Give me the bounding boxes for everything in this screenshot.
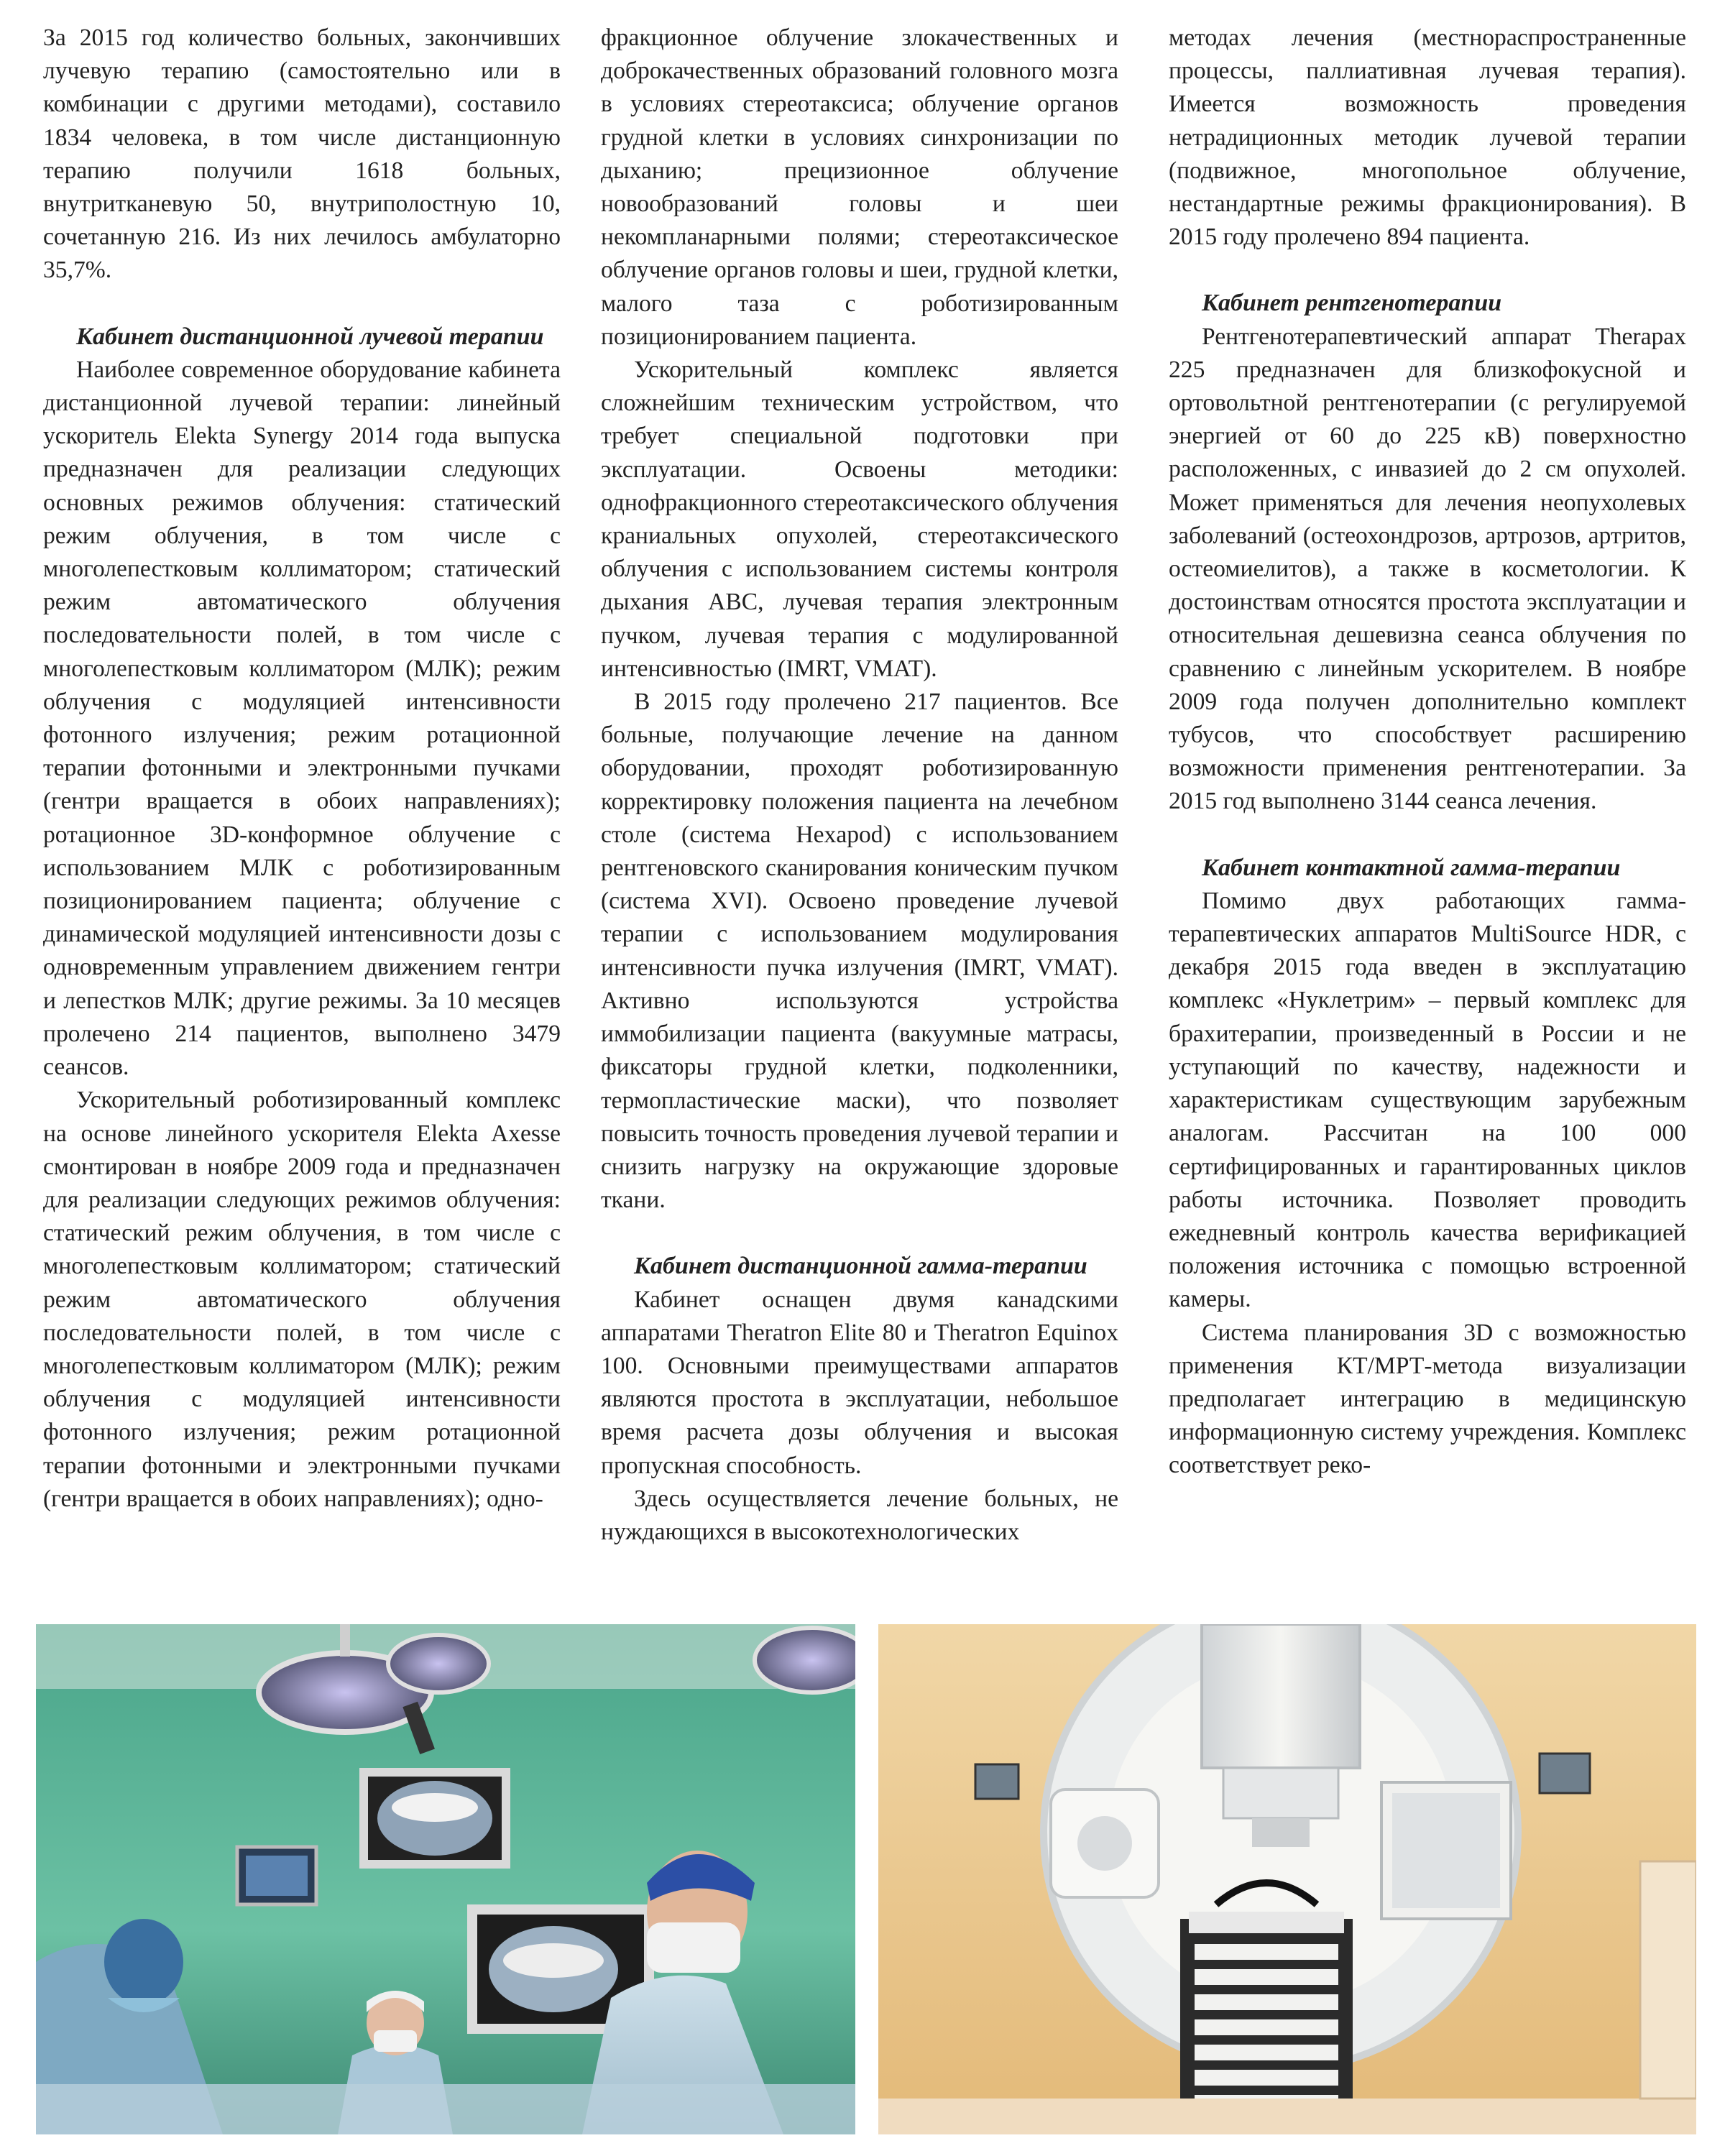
paragraph: Кабинет оснащен двумя канадскими аппаратами Theratron Elite 80 и Theratron Equinox 100. Основными преимуществами аппаратов являются простота в эксплуатации, небольшое время расчета дозы облучения и высокая пропускная способность. — [601, 1286, 1118, 1479]
paragraph: Наиболее современное оборудование кабинета дистанционной лучевой терапии: линейный ускоритель Elekta Synergy 2014 года выпуска предназначен для реализации следующих основных режимов облучения: статический режим облучения, в том числе с многолепестковым коллиматором; статический режим автоматического облучения последовательности полей, в том числе с многолепестковым коллиматором (МЛК); режим облучения с модуляцией интенсивности фотонного излучения; режим ротационной терапии фотонными и электронными пучками (гентри вращается в обоих направлениях); ротационное 3D-конформное облучение с использованием МЛК с роботизированным позиционированием пациента; облучение с динамической модуляцией интенсивности дозы с одновременным управлением движением гентри и лепестков МЛК; другие режимы. За 10 месяцев пролечено 214 пациентов, выполнено 3479 сеансов. — [43, 356, 561, 1081]
linear-accelerator-illustration — [878, 1624, 1696, 2134]
drapes — [36, 2084, 855, 2134]
operating-room-illustration — [36, 1624, 855, 2134]
text-column-1 — [43, 22, 561, 1603]
operating-room-photo — [36, 1624, 855, 2134]
section-heading: Кабинет контактной гамма-терапии — [1202, 854, 1621, 881]
monitor-left — [237, 1847, 316, 1904]
text-column-3 — [1169, 22, 1686, 1603]
floor — [878, 2099, 1696, 2134]
paragraph: Система планирования 3D с возможностью применения КТ/МРТ-метода визуализации предполагает интеграцию в медицинскую информационную систему учреждения. Комплекс соответствует реко- — [1169, 1319, 1686, 1479]
paragraph: фракционное облучение злокачественных и доброкачественных образований головного мозга в условиях стереотаксиса; облучение органов грудной клетки в условиях синхронизации по дыханию; прецизионное облучение новообразований головы и шеи некомпланарными полями; стереотаксическое облучение органов головы и шеи, грудной клетки, малого таза с роботизированным позиционированием пациента. — [601, 24, 1118, 350]
monitor-upper — [359, 1768, 510, 1869]
section-heading: Кабинет дистанционной лучевой терапии — [76, 323, 544, 350]
paragraph: Здесь осуществляется лечение больных, не нуждающихся в высокотехнологических — [601, 1485, 1118, 1545]
paragraph: В 2015 году пролечено 217 пациентов. Все больные, получающие лечение на данном оборудовании, проходят роботизированную корректировку положения пациента на лечебном столе (система Hexapod) с использованием рентгеновского сканирования коническим пучком (система XVI). Освоено проведение лучевой терапии с использованием модулирования интенсивности пучка излучения (IMRT, VMAT). Активно используются устройства иммобилизации пациента (вакуумные матрасы, фиксаторы грудной клетки, подколенники, термопластические маски), что позволяет повысить точность проведения лучевой терапии и снизить нагрузку на окружающие здоровые ткани. — [601, 688, 1118, 1214]
paragraph: Помимо двух работающих гамма-терапевтических аппаратов MultiSource HDR, с декабря 2015 года введен в эксплуатацию комплекс «Нуклетрим» – первый комплекс для брахитерапии, произведенный в России и не уступающий по качеству, надежности и характеристикам существующим зарубежным аналогам. Рассчитан на 100 000 сертифицированных и гарантированных циклов работы источника. Позволяет проводить ежедневный контроль качества верификацией положения источника с помощью встроенной камеры. — [1169, 887, 1686, 1313]
paragraph: Ускорительный комплекс является сложнейшим техническим устройством, что требует специальной подготовки при эксплуатации. Освоены методики: однофракционного стереотаксического облучения краниальных опухолей, стереотаксического облучения с использованием системы контроля дыхания ABC, лучевая терапия электронным пучком, лучевая терапия с модулированной интенсивностью (IMRT, VMAT). — [601, 356, 1118, 682]
section-heading: Кабинет рентгенотерапии — [1202, 290, 1502, 317]
imaging-arm-left — [1051, 1789, 1159, 1897]
treatment-couch — [1180, 1883, 1353, 2134]
side-cabinet — [1640, 1861, 1696, 2099]
paragraph: Ускорительный роботизированный комплекс на основе линейного ускорителя Elekta Axesse смонтирован в ноябре 2009 года и предназначен для реализации следующих режимов облучения: статический режим облучения, в том числе с многолепестковым коллиматором; статический режим автоматического облучения последовательности полей, в том числе с многолепестковым коллиматором (МЛК); режим облучения с модуляцией интенсивности фотонного излучения; режим ротационной терапии фотонными и электронными пучками (гентри вращается в обоих направлениях); одно- — [43, 1087, 561, 1512]
text-column-2 — [601, 22, 1118, 1603]
paragraph: методах лечения (местнораспространенные процессы, паллиативная лучевая терапия). Имеется возможность проведения нетрадиционных методик лучевой терапии (подвижное, многопольное облучение, нестандартные режимы фракционирования). В 2015 году пролечено 894 пациента. — [1169, 24, 1686, 251]
paragraph: За 2015 год количество больных, закончивших лучевую терапию (самостоятельно или в комбинации с другими методами), составило 1834 человека, в том числе дистанционную терапию получили 1618 больных, внутритканевую 50, внутриполостную 10, сочетанную 216. Из них лечилось амбулаторно 35,7%. — [43, 24, 561, 284]
gantry-head — [1202, 1624, 1360, 1847]
imaging-panel-right — [1381, 1782, 1511, 1919]
section-heading: Кабинет дистанционной гамма-терапии — [634, 1253, 1087, 1280]
linear-accelerator-photo — [878, 1624, 1696, 2134]
paragraph: Рентгенотерапевтический аппарат Therapax 225 предназначен для близкофокусной и ортовольтной рентгенотерапии (с регулируемой энергией от 60 до 225 кВ) поверхностно расположенных, с инвазией до 2 см опухолей. Может применяться для лечения неопухолевых заболеваний (остеохондрозов, артрозов, артритов, остеомиелитов), а также в косметологии. К достоинствам относятся простота эксплуатации и относительная дешевизна сеанса облучения по сравнению с линейным ускорителем. В ноябре 2009 года получен дополнительно комплект тубусов, что способствует расширению возможности применения рентгенотерапии. За 2015 год выполнено 3144 сеанса лечения. — [1169, 323, 1686, 815]
